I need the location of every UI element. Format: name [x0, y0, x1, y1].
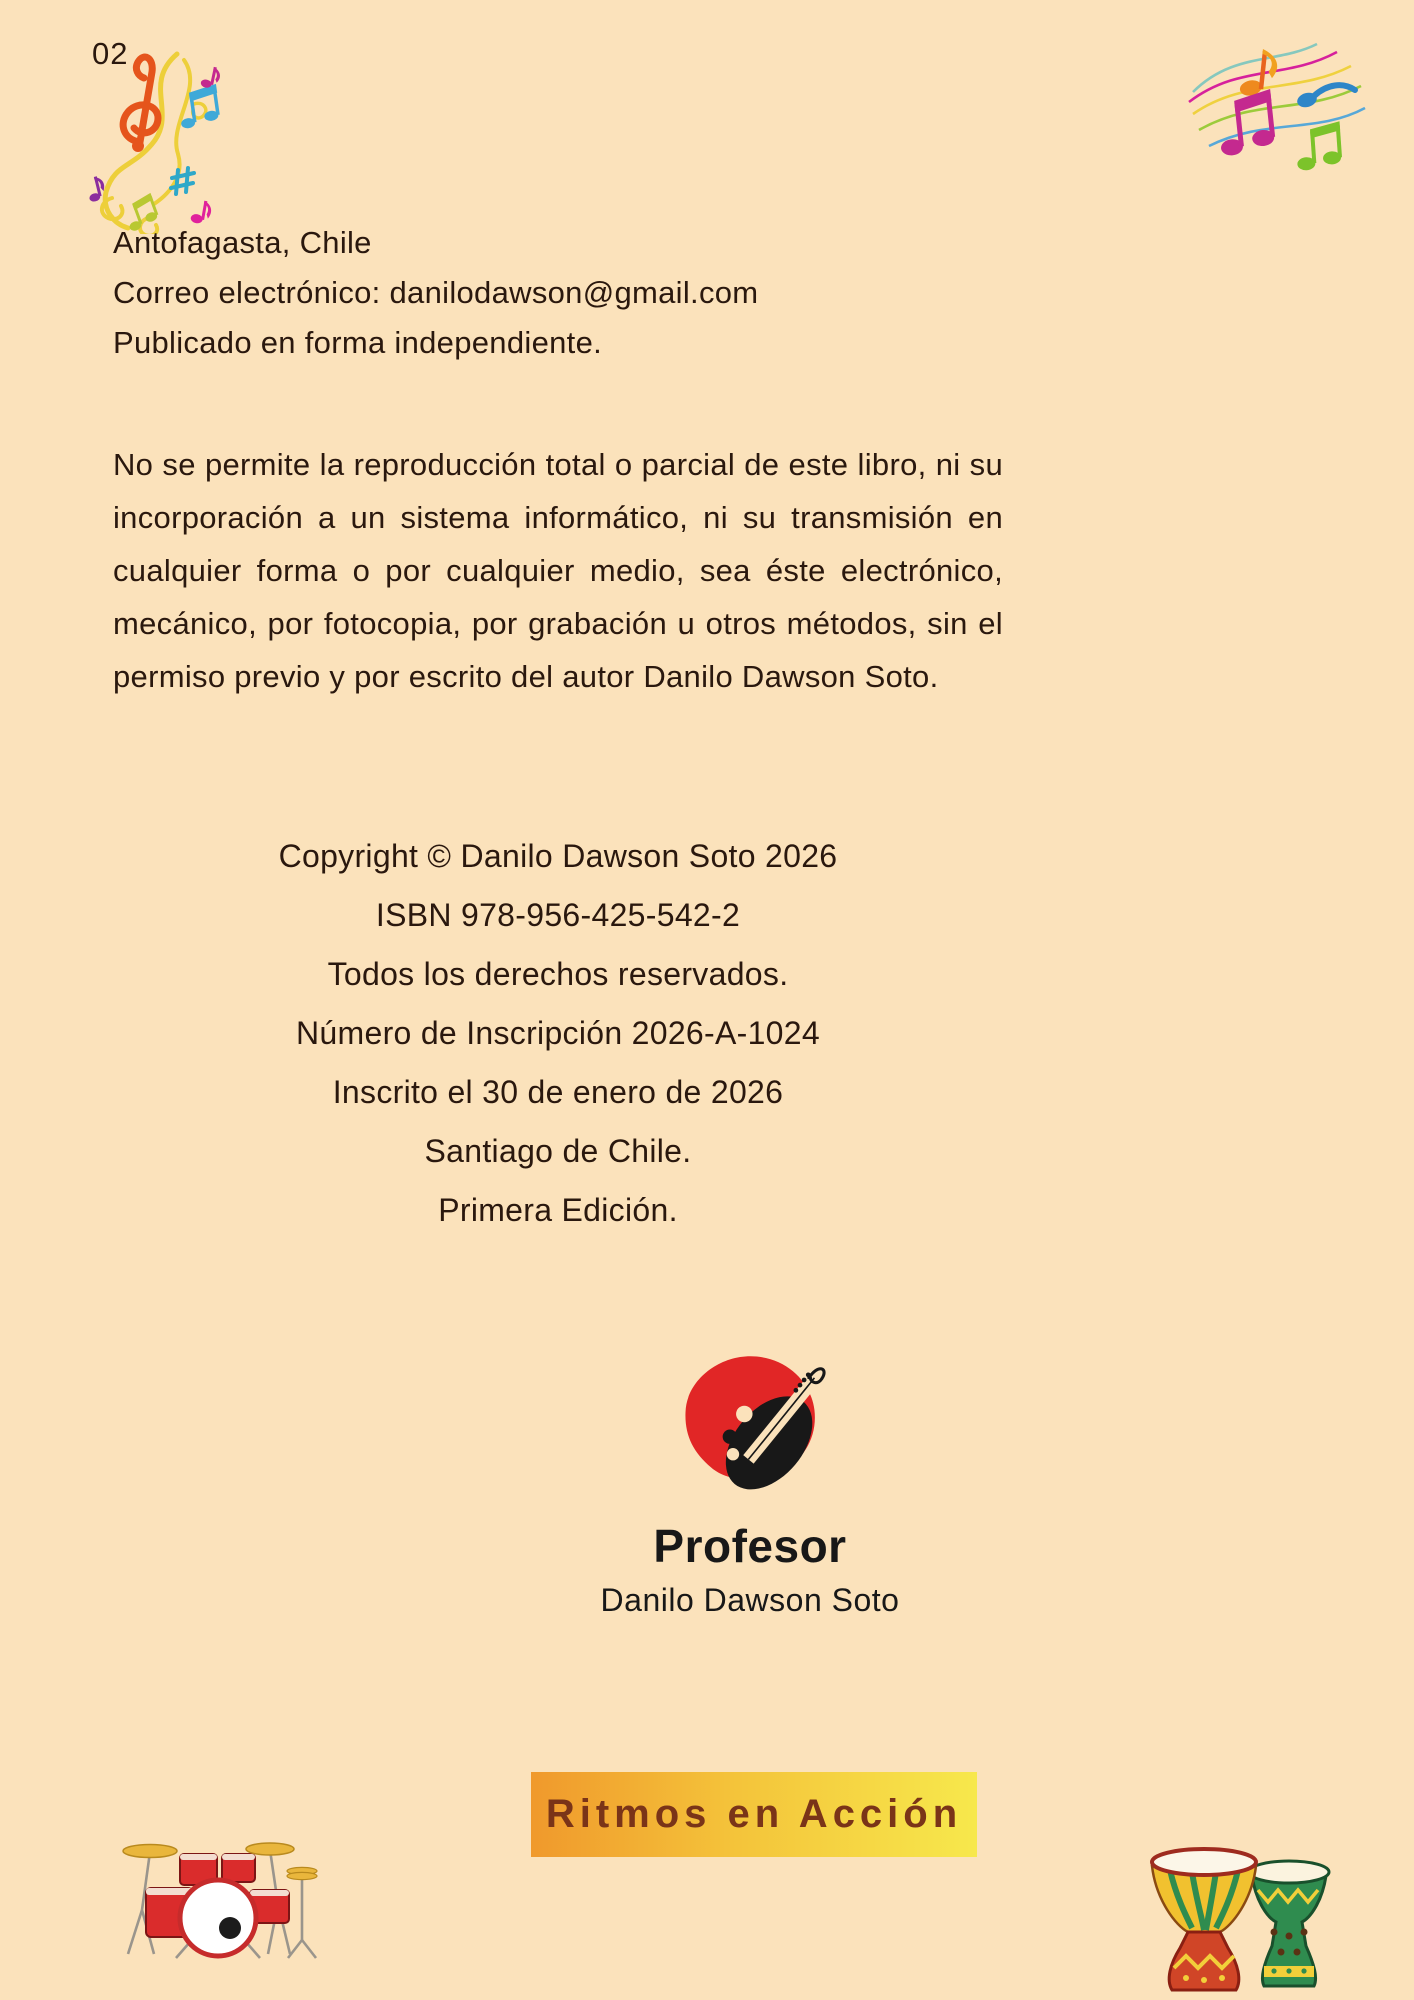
- music-notes-icon: [1185, 34, 1367, 176]
- colophon-block: [113, 827, 1003, 1240]
- colophon-rights: Todos los derechos reservados.: [327, 956, 789, 992]
- music-swirl-illustration: [82, 42, 234, 234]
- djembe-drums-icon: [1138, 1840, 1338, 1995]
- colophon-inscription-number: Número de Inscripción 2026-A-1024: [296, 1015, 820, 1051]
- logo-title: Profesor: [653, 1520, 847, 1572]
- djembe-drums-illustration: [1138, 1840, 1338, 1995]
- series-banner: [531, 1772, 977, 1857]
- logo-subtitle: Danilo Dawson Soto: [600, 1582, 900, 1618]
- guitar-logo-icon: [668, 1348, 833, 1513]
- colophon-edition: Primera Edición.: [438, 1192, 678, 1228]
- music-swirl-icon: [82, 42, 234, 234]
- series-banner-label: Ritmos en Acción: [545, 1792, 963, 1836]
- publisher-email: Correo electrónico: danilodawson@gmail.com: [113, 275, 759, 310]
- drum-kit-illustration: [118, 1840, 318, 1962]
- drum-kit-icon: [118, 1840, 318, 1962]
- publisher-location: Antofagasta, Chile: [113, 225, 372, 260]
- colophon-isbn: ISBN 978-956-425-542-2: [375, 897, 741, 933]
- colophon-inscription-date: Inscrito el 30 de enero de 2026: [332, 1074, 784, 1110]
- music-notes-illustration: [1185, 34, 1367, 176]
- colophon-copyright: Copyright © Danilo Dawson Soto 2026: [278, 838, 838, 874]
- rights-paragraph: No se permite la reproducción total o parcial de este libro, ni su incorporación a un sistema informático, ni su transmisión en cualquier forma o por cualquier medio, sea éste electrónico, mecánico, por fotocopia, por grabación u otros métodos, sin el permiso previo y por escrito del autor Danilo Dawson Soto.: [113, 447, 1003, 694]
- publisher-logo: [540, 1348, 960, 1619]
- publisher-note: Publicado en forma independiente.: [113, 325, 603, 360]
- colophon-city: Santiago de Chile.: [424, 1133, 692, 1169]
- publisher-info: [113, 218, 758, 368]
- page-number: 02: [92, 36, 129, 71]
